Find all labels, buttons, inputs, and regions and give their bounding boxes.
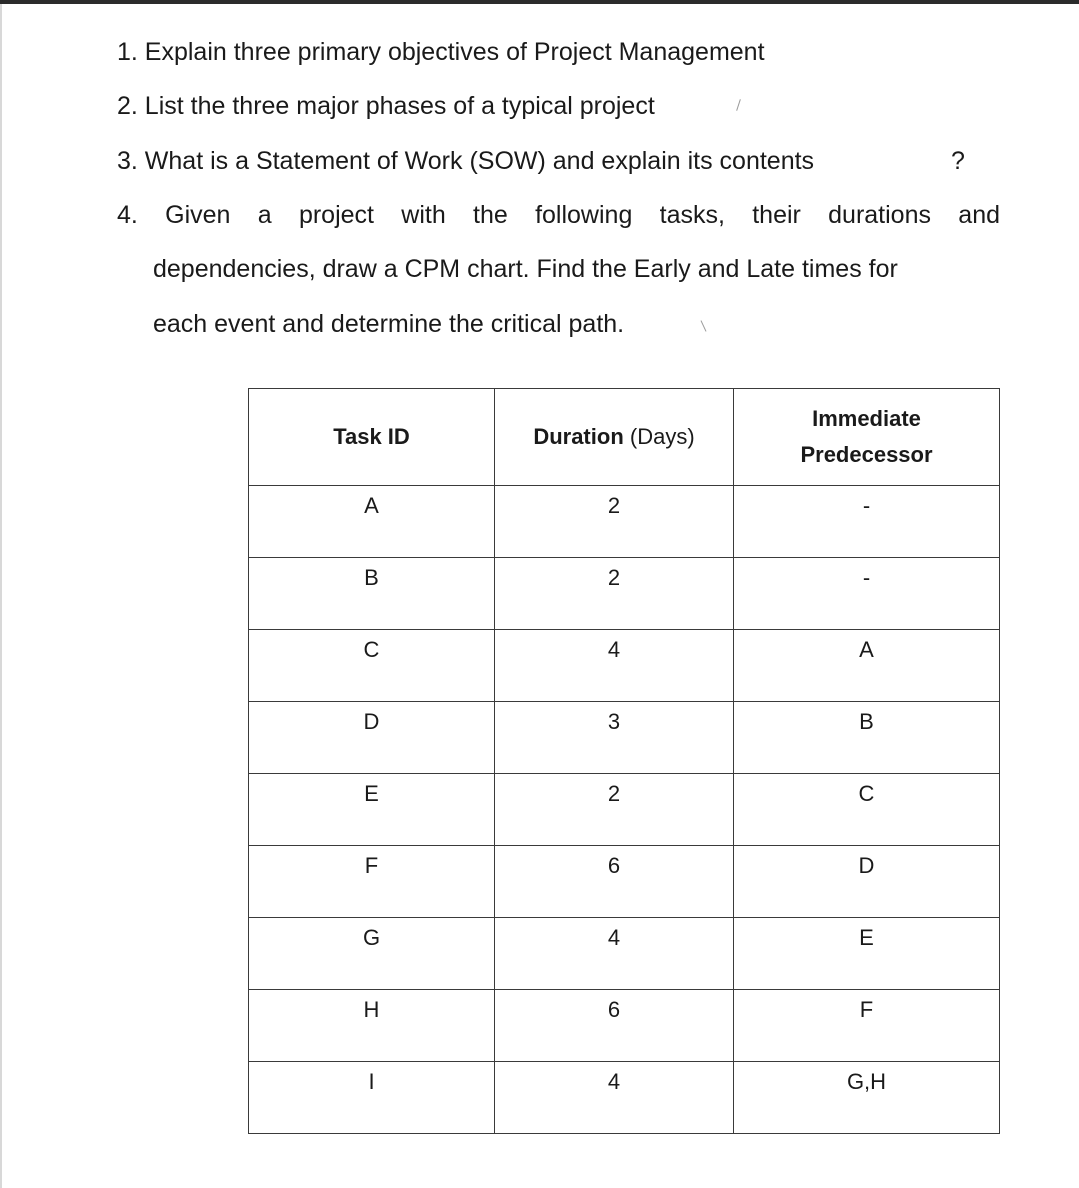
table-row	[249, 1062, 1000, 1134]
predecessor-cell: C	[734, 774, 1000, 846]
predecessor-cell: D	[734, 846, 1000, 918]
task-id-cell: H	[249, 990, 495, 1062]
task-id-cell: A	[249, 486, 495, 558]
task-id-cell: G	[249, 918, 495, 990]
task-id-cell: E	[249, 774, 495, 846]
question-1: 1. Explain three primary objectives of Project Management	[117, 38, 765, 66]
table-row	[249, 486, 1000, 558]
duration-cell: 6	[495, 846, 734, 918]
page-top-border	[0, 0, 1079, 4]
table-row	[249, 774, 1000, 846]
task-id-cell: B	[249, 558, 495, 630]
question-3: 3. What is a Statement of Work (SOW) and explain its contents	[117, 147, 815, 175]
predecessor-cell: -	[734, 558, 1000, 630]
header-predecessor: Immediate Predecessor	[734, 389, 1000, 486]
task-id-cell: C	[249, 630, 495, 702]
pen-mark	[701, 320, 707, 331]
predecessor-cell: A	[734, 630, 1000, 702]
pen-mark	[736, 99, 741, 111]
header-task-id: Task ID	[249, 389, 495, 486]
table-row	[249, 630, 1000, 702]
table-row	[249, 846, 1000, 918]
duration-cell: 4	[495, 1062, 734, 1134]
table-header-row	[249, 389, 1000, 486]
predecessor-cell: B	[734, 702, 1000, 774]
question-mark: ?	[951, 147, 965, 175]
task-id-cell: D	[249, 702, 495, 774]
duration-cell: 4	[495, 630, 734, 702]
question-4-line-1: 4. Given a project with the following tasks, their durations and	[117, 201, 1000, 229]
table-row	[249, 558, 1000, 630]
predecessor-cell: G,H	[734, 1062, 1000, 1134]
duration-cell: 3	[495, 702, 734, 774]
question-2: 2. List the three major phases of a typical project	[117, 92, 655, 120]
duration-cell: 2	[495, 486, 734, 558]
task-table	[248, 388, 1000, 1134]
predecessor-cell: F	[734, 990, 1000, 1062]
question-4-line-3: each event and determine the critical path.	[153, 310, 625, 338]
table-row	[249, 918, 1000, 990]
predecessor-cell: E	[734, 918, 1000, 990]
duration-cell: 2	[495, 558, 734, 630]
duration-cell: 2	[495, 774, 734, 846]
table-row	[249, 990, 1000, 1062]
header-duration: Duration (Days)	[495, 389, 734, 486]
task-id-cell: I	[249, 1062, 495, 1134]
page-left-edge	[0, 4, 2, 1188]
duration-cell: 6	[495, 990, 734, 1062]
task-id-cell: F	[249, 846, 495, 918]
question-4-line-2: dependencies, draw a CPM chart. Find the Early and Late times for	[153, 255, 898, 283]
predecessor-cell: -	[734, 486, 1000, 558]
duration-cell: 4	[495, 918, 734, 990]
table-row	[249, 702, 1000, 774]
